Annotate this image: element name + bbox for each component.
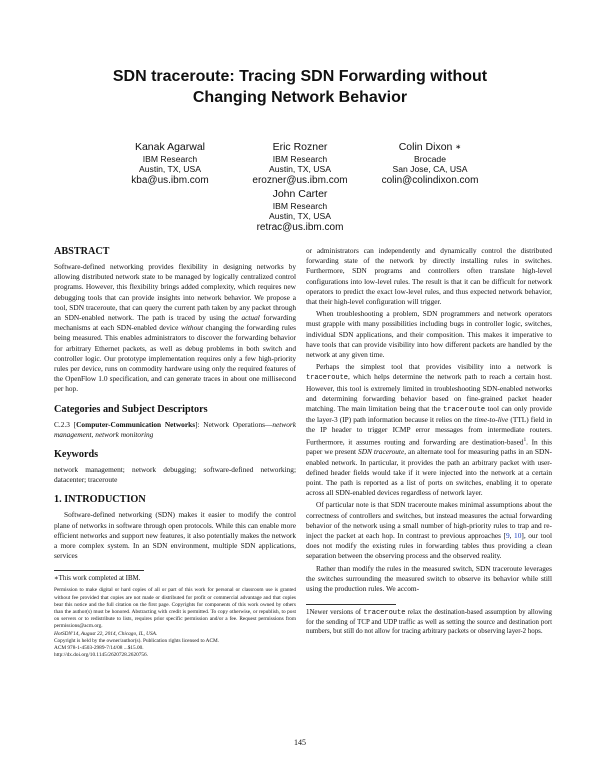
author-email[interactable]: retrac@us.ibm.com — [256, 221, 344, 233]
intro-heading: 1. INTRODUCTION — [54, 494, 146, 506]
keywords-heading: Keywords — [54, 449, 99, 461]
permission-notice: Permission to make digital or hard copies of all or part of this work for personal or classroom use is granted without fee provided that copies are not made or distributed for profit or commercial advantage and that copies bear this notice and the full citation on the first page. Copyrights for components of this work owned by others than the author(s) must be honored. Abstracting with credit is permitted. To copy otherwise, or republish, to post on servers or to redistribute to lists, requires prior specific permission and/or a fee. Request permissions from permissions@acm.org. — [54, 587, 296, 630]
author-name: John Carter — [272, 188, 328, 200]
author-place: San Jose, CA, USA — [392, 164, 468, 175]
categories-heading: Categories and Subject Descriptors — [54, 403, 208, 415]
footnote-divider — [306, 604, 396, 605]
author-org: IBM Research — [142, 154, 198, 164]
right-column — [306, 246, 552, 636]
author-block — [205, 188, 395, 234]
abstract-text: Software-defined networking provides flexibility in designing networks by allowing distributed network state to be managed by logically centralized control programs. However, this flexibility brings added complexity, which requires new debugging tools that can provide insights into network behavior. We propose a tool, SDN traceroute, that can query the current path taken by any packet through an SDN-enabled network. The path is traced by using the actual forwarding mechanisms at each SDN-enabled device without changing the forwarding rules being measured. This enables administrators to discover the forwarding behavior for arbitrary Ethernet packets, as well as debug problems in both switch and controller logic. Our prototype implementation requires only a few high-priority rules per device, runs on commodity hardware using only the required features of the OpenFlow 1.0 specification, and can generate traces in about one millisecond per hop. — [54, 262, 297, 394]
body-paragraph: Of particular note is that SDN traceroute makes minimal assumptions about the correctness of controllers and switches, but instead measures the actual forwarding behavior of the network using a small number of high-priority rules to trap and re-inject the packet at each hop. In contrast to previous approaches [9, 10], our tool does not modify the existing rules in forwarding tables thus providing a clean separation between the observing process and the observed reality. — [306, 500, 552, 561]
author-email[interactable]: colin@colindixon.com — [381, 174, 479, 186]
citation-link[interactable]: 10 — [514, 530, 522, 540]
title-line-2: Changing Network Behavior — [192, 89, 408, 106]
author-place: Austin, TX, USA — [269, 164, 331, 175]
author-name: Kanak Agarwal — [134, 141, 206, 153]
citation-link[interactable]: 9 — [505, 530, 510, 540]
title-line-1: SDN traceroute: Tracing SDN Forwarding without — [112, 68, 488, 85]
categories-text: C.2.3 [Computer-Communication Networks]: Network Operations—network management, network monitoring — [54, 419, 296, 439]
footnote-mark[interactable]: 1 — [523, 437, 527, 443]
author-email[interactable]: erozner@us.ibm.com — [252, 174, 348, 186]
author-email[interactable]: kba@us.ibm.com — [131, 174, 209, 186]
page-number: 145 — [294, 738, 306, 747]
body-paragraph: Rather than modify the rules in the measured switch, SDN traceroute leverages the switches surrounding the measured switch to observe its behavior while still using the production rules. We accom- — [306, 563, 552, 593]
author-footnote-mark: ∗ — [455, 144, 462, 151]
author-place: Austin, TX, USA — [269, 211, 331, 222]
author-place: Austin, TX, USA — [139, 164, 201, 175]
keywords-text: network management; network debugging; software-defined networking; datacenter; traceroute — [54, 465, 296, 485]
author-name: Eric Rozner — [272, 141, 328, 153]
body-paragraph: or administrators can independently and dynamically control the distributed forwarding state of the network by directly installing rules in switches. Furthermore, SDN programs and controllers often translate high-level configurations into low-level rules. The result is that it can be difficult for network operators to predict the exact low-level rules, and thus expected network behavior, that their high-level configuration will trigger. — [306, 246, 552, 307]
left-column — [54, 246, 296, 660]
author-org: IBM Research — [272, 201, 328, 211]
paper-title — [0, 66, 600, 108]
body-paragraph: When troubleshooting a problem, SDN programmers and network operators must grapple with many possibilities including bugs in controller logic, switches, individual SDN applications, and their composition. This makes it imperative to have tools that can provide visibility into how different packets are handled by the network at any given time. — [306, 309, 552, 360]
copyright-line: Copyright is held by the owner/author(s). Publication rights licensed to ACM. — [54, 637, 220, 644]
doi-link[interactable]: http://dx.doi.org/10.1145/2620728.2620756. — [54, 652, 149, 659]
author-org: IBM Research — [272, 154, 328, 164]
author-org: Brocade — [413, 154, 446, 164]
author-block — [335, 141, 525, 187]
work-note: ∗This work completed at IBM. — [54, 575, 141, 583]
venue-line: HotSDN'14, August 22, 2014, Chicago, IL, USA. — [54, 630, 158, 637]
right-footnote — [306, 604, 552, 636]
body-paragraph: Perhaps the simplest tool that provides visibility into a network is traceroute, which helps determine the network path to reach a certain host. However, this tool is extremely limited in troubleshooting SDN-enabled networks and determining forwarding behavior based on fine-grained packet header matching. The main limitation being that the traceroute tool can only provide the layer-3 (IP) path information because it relies on the time-to-live (TTL) field in the IP header to trigger ICMP error messages from intermediate routers. Furthermore, it assumes routing and forwarding are destination-based$^1$. In this paper we present SDN traceroute, an alternate tool for measuring paths in an SDN-enabled network. In particular, it provides the path an arbitrary packet with user-defined header fields would take if it were injected into the network at a certain point. The path is reported as a list of ports on switches, enabling it to operate across all SDN-enabled devices regardless of network layer. — [306, 362, 553, 498]
footnote-text: 1Newer versions of traceroute relax the destination-based assumption by allowing for the sending of TCP and UDP traffic as well as setting the source and destination port numbers, but still do not allow for tracing arbitrary packets or observing layer-2 hops. — [306, 609, 552, 636]
author-name — [335, 141, 525, 154]
abstract-heading: ABSTRACT — [54, 246, 110, 257]
author-name-text: Colin Dixon — [398, 141, 453, 153]
intro-paragraph: Software-defined networking (SDN) makes it easier to modify the control plane of networks in software through open protocols. While this can enable more efficient networks and support new features, it also potentially makes the network a more complex system. In an SDN environment, multiple SDN applications, services — [54, 510, 296, 561]
first-page-footnotes — [54, 570, 296, 659]
footnote-divider — [54, 570, 144, 571]
isbn-line: ACM 978-1-4503-2989-7/14/08 ...$15.00. — [54, 645, 144, 652]
